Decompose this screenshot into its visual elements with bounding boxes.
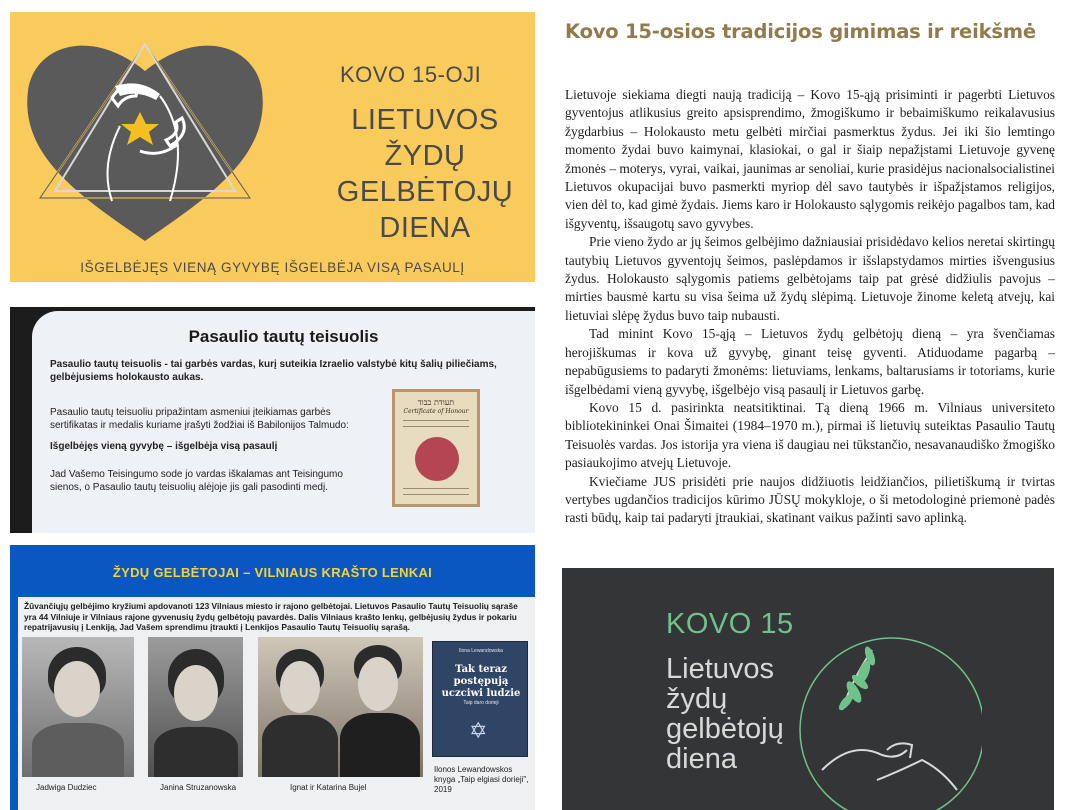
poster-title-line: LIETUVOS (351, 104, 499, 136)
article-paragraph: Kviečiame JUS prisidėti prie naujos didžiuotis leidžiančios, pilietiškumą ir tvirtas vertybes ugdančios tradicijos kūrimo JŪSŲ mokykloje, o ši metodologinė priemonė padės rasti būdų, kaip tai padaryti įtraukiai, skatinant vaikus pažinti savo aplinką. (565, 473, 1055, 526)
portrait-clothing (154, 727, 238, 777)
portrait-face (174, 665, 218, 721)
poster-title-line: žydų (666, 683, 728, 715)
portrait-photo (148, 637, 243, 777)
portrait-face (280, 661, 320, 713)
article-paragraph: Prie vieno žydo ar jų šeimos gelbėjimo dažniausiai prisidėdavo kelios neretai skirtingų tautybių Lietuvos gyventojų šeimos, paslėpdamos ir išslapstydamos mirties išvengusius žydus. Holokausto sąlygomis patiems gelbėtojams taip pat grėsė didžiulis pavojus – mirties bausmė kartu su visa šeima už žydų slėpimą. Lietuvoje žinome keletą atvejų, kai lietuviai slėpę žydus buvo taip nubausti. (565, 234, 1055, 323)
poster-title-line: DIENA (379, 212, 471, 244)
poster-motto: IŠGELBĖJĘS VIENĄ GYVYBĘ IŠGELBĖJA VISĄ PASAULĮ (80, 260, 465, 275)
certificate-hebrew-title: תעודת כבוד (417, 398, 455, 407)
book-title: Tak teraz postępują uczciwi ludzie (441, 664, 521, 699)
certificate-line (403, 426, 469, 427)
certificate-line (403, 494, 469, 495)
portrait-photo-couple (258, 637, 423, 777)
slide-title: Pasaulio tautų teisuolis (188, 327, 379, 346)
board-body (18, 597, 535, 810)
slide-paragraph: Pasaulio tautų teisuolis - tai garbės vardas, kurį suteikia Izraelio valstybė kitų šalių piliečiams, gelbėjusiems holokausto aukas. (50, 359, 497, 383)
board-polish-rescuers (10, 545, 535, 810)
portrait-clothing (262, 715, 338, 777)
olive-branch-hands-circle-icon (782, 620, 982, 810)
poster-title (315, 102, 535, 246)
portrait-clothing (340, 713, 420, 777)
slide-righteous-among-nations (10, 307, 535, 533)
portrait-photo (22, 637, 134, 777)
certificate-line (403, 488, 469, 489)
poster-title-line: Lietuvos (666, 653, 775, 685)
certificate-title: Certificate of Honour (403, 408, 469, 415)
poster-rescuers-day-dark (562, 568, 1054, 810)
book-subtitle: Taip daro dorieji (463, 700, 499, 706)
poster-rescuers-day-yellow (10, 12, 535, 282)
article-paragraph: Kovo 15 d. pasirinkta neatsitiktinai. Tą dieną 1966 m. Vilniaus universiteto bibliotekininkei Onai Šimaitei (1984–1970 m.), pirmai iš lietuvių suteiktas Pasaulio Tautų Teisuolės vardas. Jos istorija yra viena iš daugiau nei tūkstančio, nesavanaudiško žmogiško pasiaukojimo atvejų Lietuvoje. (565, 399, 1055, 471)
poster-subtitle: KOVO 15-OJI (340, 62, 482, 87)
slide-paragraph: Pasaulio tautų teisuoliu pripažintam asmeniui įteikiamas garbės sertifikatas ir medalis kuriame įrašyti žodžiai iš Babilonijos Talmudo: (50, 407, 349, 431)
article-body (565, 86, 1055, 528)
poster-title (666, 654, 784, 774)
board-text: Žūvančiųjų gelbėjimo kryžiumi apdovanoti 123 Vilniaus miesto ir rajono gelbėtojai. Lietuvos Pasaulio Tautų Teisuolių sąraše yra 44 Vilniuje ir Vilniaus rajone gyvenusių žydų gelbėtojų pavardės. Dalis Vilniaus krašto lenkų, gelbėjusių žydus ir pokariu repatrijavusių į Lenkiją, Jad Vašem sprendimu įtraukti į Lenkijos Pasaulio Tautų Teisuolių sąrašą. (24, 601, 518, 633)
book-author: Ilona Lewandowska (459, 648, 503, 654)
poster-title-line: ŽYDŲ GELBĖTOJŲ (336, 140, 514, 208)
certificate-seal-icon (415, 437, 459, 481)
portrait-face (358, 657, 398, 711)
heart-star-hands-logo-icon (20, 26, 270, 246)
article-paragraph: Tad minint Kovo 15-ąją – Lietuvos žydų gelbėtojų dieną – yra švenčiamas herojiškumas ir kova už gyvybę, ginant teisę gyventi. Atiduodame pagarbą – nepabūgusiems to padaryti žmonėms: lietuviams, lenkams, baltarusiams ir totoriams, kurie išgelbėdami vieną gyvybę, išgelbėjo visą pasaulį ir Lietuvos garbę. (565, 326, 1055, 397)
article-paragraph: Lietuvoje siekiama diegti naują tradiciją – Kovo 15-ąją prisiminti ir pagerbti Lietuvos gyventojus atlikusius greito apsisprendimo, žmogiškumo ir bebaimiškumo reikalavusius žygdarbius – Holokausto metu gelbėti mirčiai pasmerktus žydus. Jei iki šio lemtingo momento žydai buvo kaimynai, klasiokai, o gal ir šiaip nepažįstami Lietuvoje gyvenę žmonės – moterys, vyrai, vaikai, jaunimas ar senoliai, kurie prasidėjus nacionalsocialistinei Lietuvos okupacijai buvo pasmerkti myriop dėl savo tautybės ir išpažįstamos religijos, vien dėl to, kad gimė žydais. Jiems karo ir Holokausto sąlygomis reikėjo pagalbos tam, kad išgyventų, išsaugotų savo gyvybes. (565, 87, 1055, 231)
portrait-face (54, 661, 100, 717)
portrait-clothing (32, 723, 124, 777)
slide-content (32, 311, 535, 533)
book-cover (432, 641, 528, 757)
article-title: Kovo 15-osios tradicijos gimimas ir reikšmė (565, 20, 1036, 43)
portrait-caption: Ignat ir Katarina Bujel (290, 783, 367, 792)
certificate-image (392, 389, 480, 507)
poster-subtitle: KOVO 15 (666, 608, 794, 640)
slide-paragraph: Jad Vašemo Teisingumo sode jo vardas iškalamas ant Teisingumo sienos, o Pasaulio tautų teisuolių alėjoje jis gali pasodinti medį. (50, 469, 343, 493)
poster-title-line: diena (666, 743, 737, 775)
portrait-caption: Janina Struzanowska (160, 783, 237, 792)
board-heading: ŽYDŲ GELBĖTOJAI – VILNIAUS KRAŠTO LENKAI (112, 565, 433, 580)
portrait-caption: Jadwiga Dudziec (36, 783, 97, 792)
poster-title-line: gelbėtojų (666, 713, 784, 745)
star-of-david-icon: ✡ (469, 718, 488, 743)
certificate-line (403, 420, 469, 421)
book-caption: Ilonos Lewandowskos knyga „Taip elgiasi dorieji", 2019 (434, 765, 529, 794)
slide-quote: Išgelbėjęs vieną gyvybę – išgelbėja visą pasaulį (50, 441, 278, 452)
